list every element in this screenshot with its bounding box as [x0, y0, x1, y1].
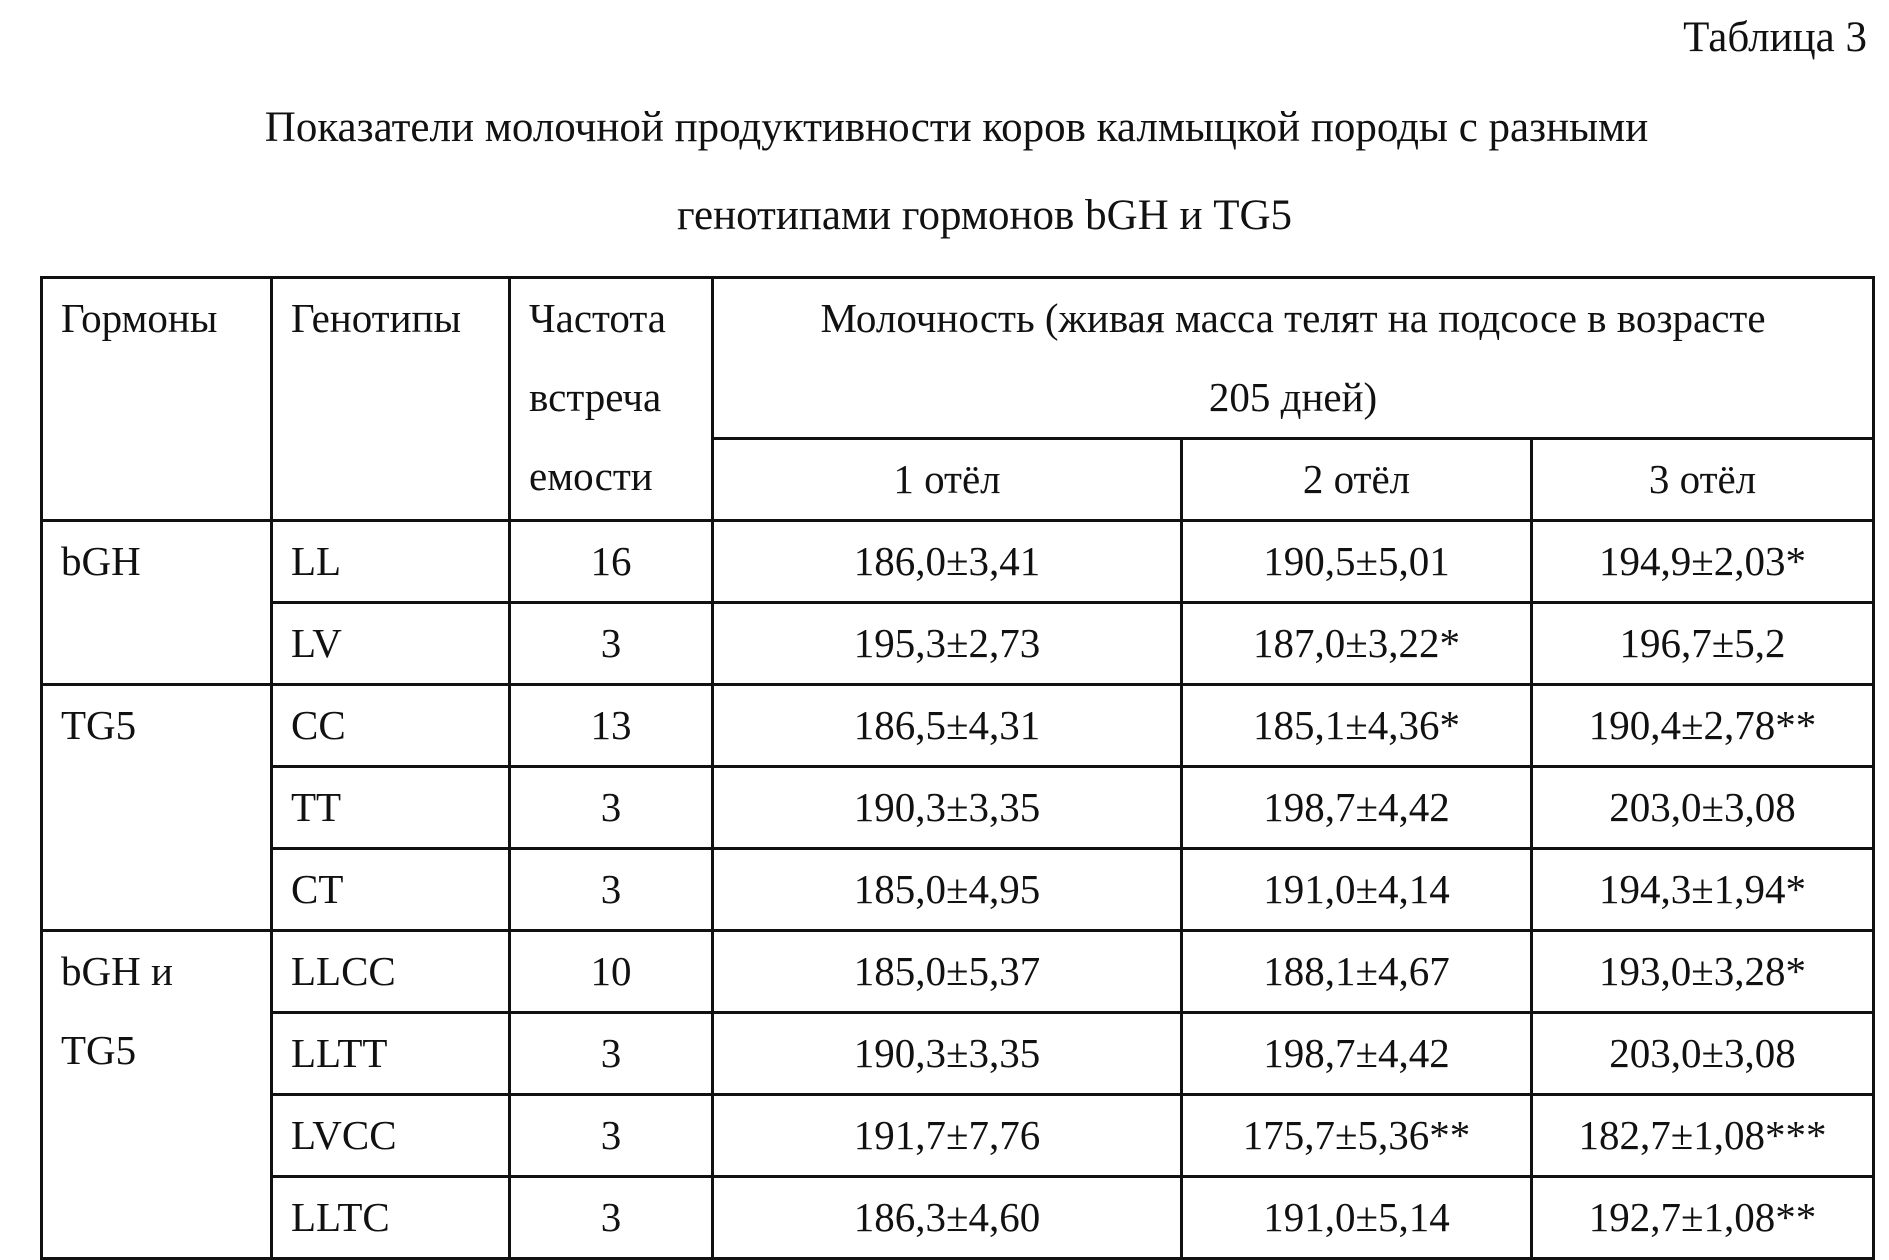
calving-2-value: 188,1±4,67 — [1182, 931, 1532, 1013]
header-calving-3: 3 отёл — [1532, 439, 1874, 521]
frequency-cell: 3 — [510, 1095, 713, 1177]
header-frequency-line: встреча — [529, 374, 662, 420]
frequency-cell: 16 — [510, 521, 713, 603]
table-title-line-1: Показатели молочной продуктивности коров калмыцкой породы с разными — [264, 104, 1649, 151]
calving-2-value: 185,1±4,36* — [1182, 685, 1532, 767]
calving-3-value: 182,7±1,08*** — [1532, 1095, 1874, 1177]
genotype-cell: CC — [272, 685, 510, 767]
frequency-cell: 3 — [510, 849, 713, 931]
header-milk-line: 205 дней) — [1208, 374, 1378, 420]
calving-2-value: 175,7±5,36** — [1182, 1095, 1532, 1177]
frequency-cell: 3 — [510, 767, 713, 849]
genotype-cell: TT — [272, 767, 510, 849]
table-row — [42, 685, 1874, 767]
milk-productivity-table — [40, 276, 1875, 1260]
table-row — [42, 767, 1874, 849]
table-row — [42, 849, 1874, 931]
header-milk-yield — [713, 278, 1874, 439]
hormone-label: bGH и — [61, 948, 173, 994]
calving-2-value: 198,7±4,42 — [1182, 1013, 1532, 1095]
calving-3-value: 193,0±3,28* — [1532, 931, 1874, 1013]
hormone-cell — [42, 685, 272, 931]
header-frequency — [510, 278, 713, 521]
hormone-cell — [42, 521, 272, 685]
calving-3-value: 194,3±1,94* — [1532, 849, 1874, 931]
hormone-cell — [42, 931, 272, 1259]
hormone-label: TG5 — [61, 702, 137, 748]
genotype-cell: LV — [272, 603, 510, 685]
table-row — [42, 1177, 1874, 1259]
frequency-cell: 10 — [510, 931, 713, 1013]
header-frequency-line: Частота — [529, 295, 666, 341]
table-row — [42, 603, 1874, 685]
calving-2-value: 187,0±3,22* — [1182, 603, 1532, 685]
calving-1-value: 186,5±4,31 — [713, 685, 1182, 767]
header-milk-line: Молочность (живая масса телят на подсосе в возрасте — [820, 295, 1766, 341]
calving-1-value: 191,7±7,76 — [713, 1095, 1182, 1177]
calving-1-value: 195,3±2,73 — [713, 603, 1182, 685]
calving-1-value: 185,0±4,95 — [713, 849, 1182, 931]
calving-3-value: 190,4±2,78** — [1532, 685, 1874, 767]
calving-1-value: 190,3±3,35 — [713, 767, 1182, 849]
table-row — [42, 931, 1874, 1013]
calving-1-value: 186,3±4,60 — [713, 1177, 1182, 1259]
calving-3-value: 192,7±1,08** — [1532, 1177, 1874, 1259]
table-number: Таблица 3 — [1683, 14, 1867, 61]
frequency-cell: 3 — [510, 603, 713, 685]
header-calving-1: 1 отёл — [713, 439, 1182, 521]
genotype-cell: LL — [272, 521, 510, 603]
calving-3-value: 203,0±3,08 — [1532, 1013, 1874, 1095]
table-row — [42, 1095, 1874, 1177]
calving-2-value: 198,7±4,42 — [1182, 767, 1532, 849]
table-title-line-2: генотипами гормонов bGH и TG5 — [676, 192, 1293, 239]
hormone-label: bGH — [61, 538, 141, 584]
genotype-cell: LVCC — [272, 1095, 510, 1177]
frequency-cell: 3 — [510, 1013, 713, 1095]
genotype-cell: LLTT — [272, 1013, 510, 1095]
header-hormones: Гормоны — [42, 278, 272, 521]
calving-1-value: 190,3±3,35 — [713, 1013, 1182, 1095]
calving-1-value: 185,0±5,37 — [713, 931, 1182, 1013]
table-row — [42, 1013, 1874, 1095]
calving-3-value: 194,9±2,03* — [1532, 521, 1874, 603]
genotype-cell: LLCC — [272, 931, 510, 1013]
header-calving-2: 2 отёл — [1182, 439, 1532, 521]
calving-3-value: 203,0±3,08 — [1532, 767, 1874, 849]
table-row — [42, 521, 1874, 603]
header-genotypes: Генотипы — [272, 278, 510, 521]
header-frequency-line: емости — [529, 453, 653, 499]
calving-2-value: 190,5±5,01 — [1182, 521, 1532, 603]
calving-2-value: 191,0±4,14 — [1182, 849, 1532, 931]
calving-3-value: 196,7±5,2 — [1532, 603, 1874, 685]
calving-2-value: 191,0±5,14 — [1182, 1177, 1532, 1259]
hormone-label: TG5 — [61, 1027, 137, 1073]
frequency-cell: 13 — [510, 685, 713, 767]
genotype-cell: LLTC — [272, 1177, 510, 1259]
frequency-cell: 3 — [510, 1177, 713, 1259]
genotype-cell: CT — [272, 849, 510, 931]
calving-1-value: 186,0±3,41 — [713, 521, 1182, 603]
table-body — [42, 521, 1874, 1259]
